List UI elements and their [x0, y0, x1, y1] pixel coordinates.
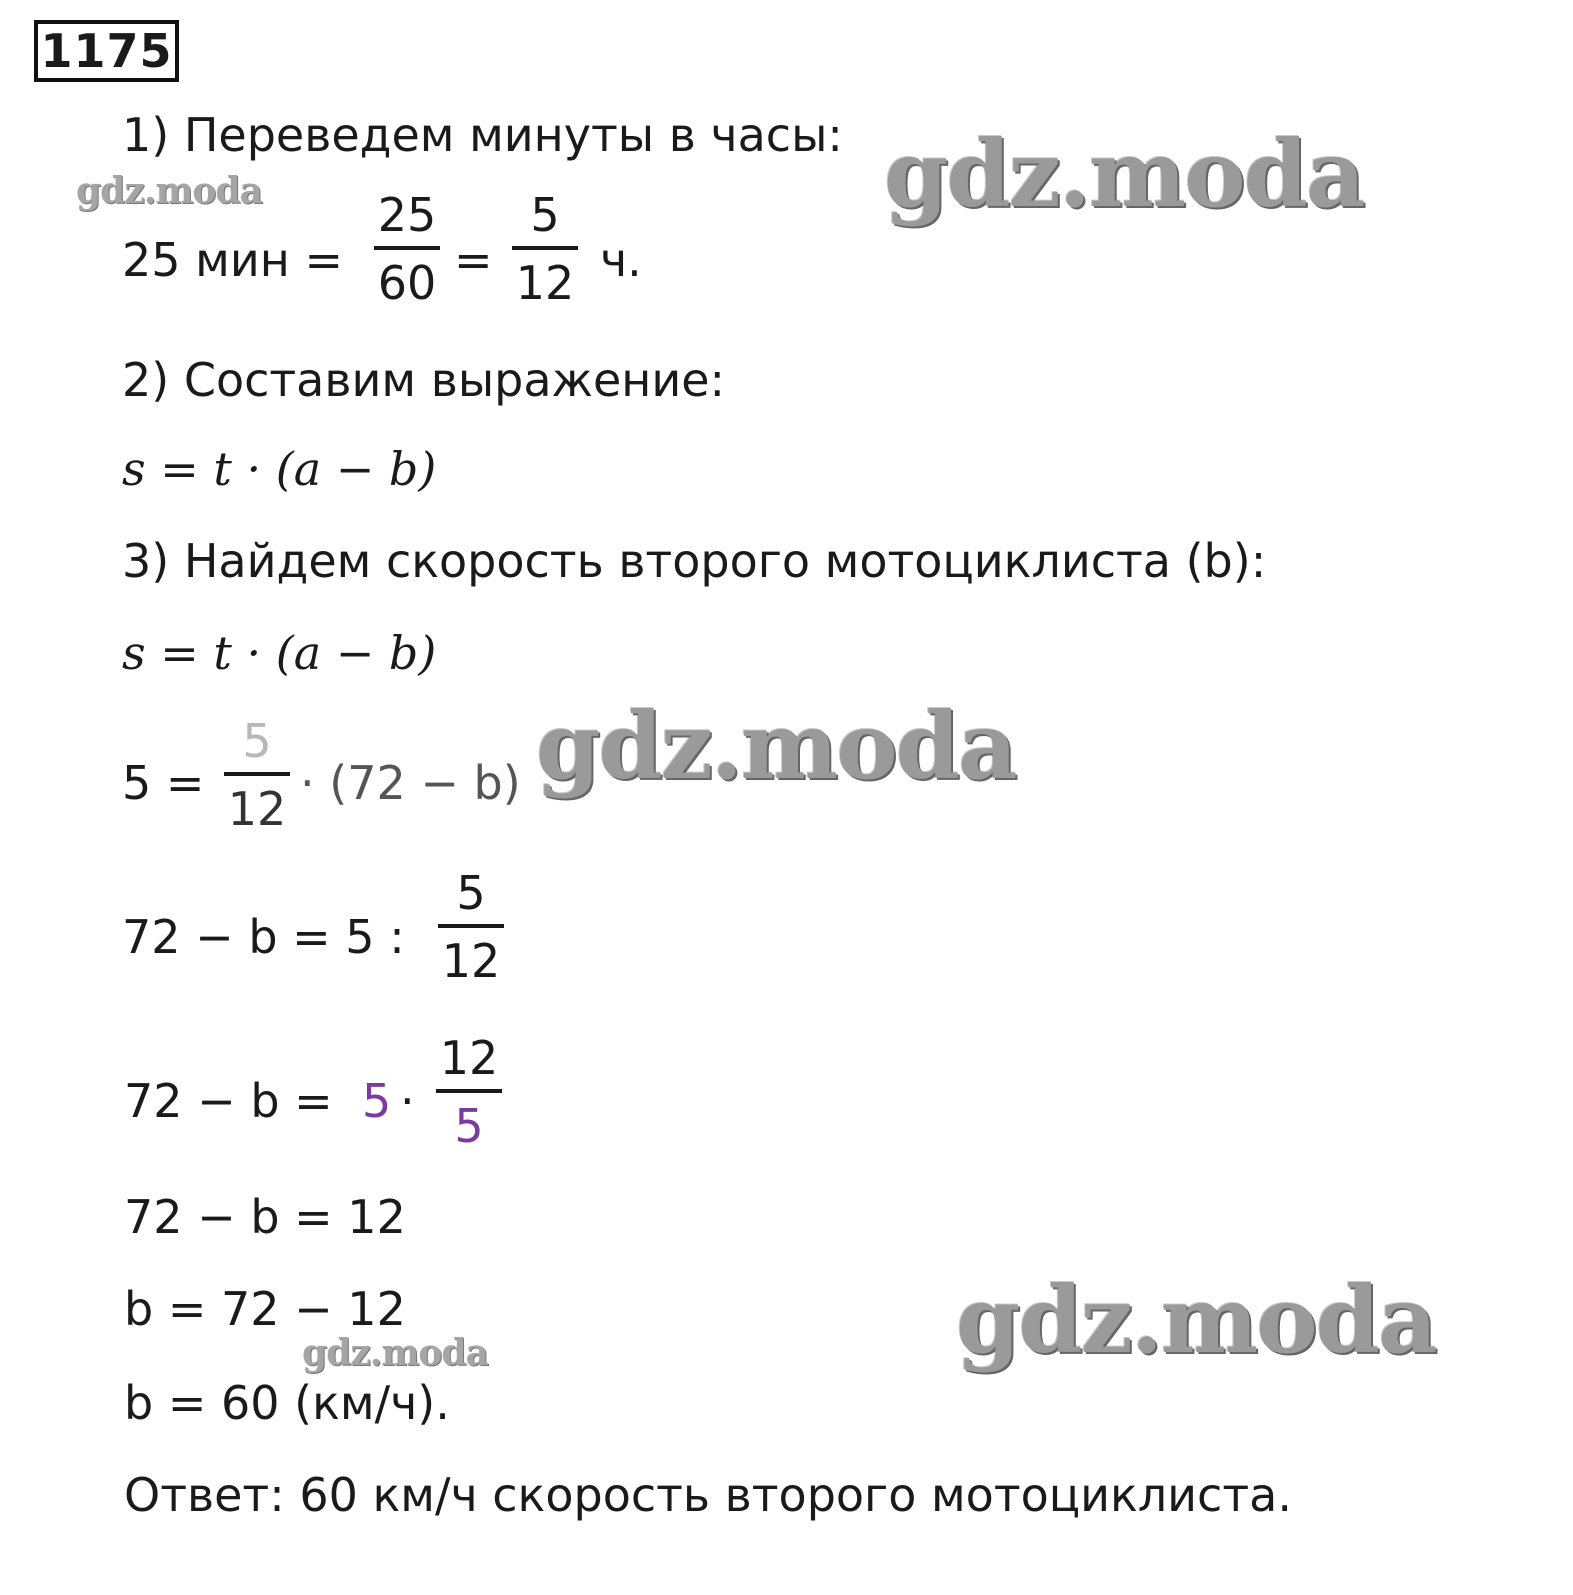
eq3-dot: ·	[400, 1074, 415, 1128]
fraction-numerator: 5	[530, 188, 560, 242]
problem-number: 1175	[34, 20, 179, 82]
eq1-lhs: 5 =	[122, 756, 205, 810]
fraction-denominator: 12	[441, 934, 501, 988]
step1-unit: ч.	[600, 233, 642, 287]
fraction-numerator: 5	[456, 866, 486, 920]
answer-text: Ответ: 60 км/ч скорость второго мотоциклиста.	[124, 1468, 1292, 1522]
fraction-bar	[374, 246, 440, 250]
fraction-denominator: 5	[454, 1099, 484, 1153]
eq5: b = 72 − 12	[124, 1282, 406, 1336]
step2-formula: s = t · (a − b)	[122, 442, 437, 496]
step1-lhs: 25 мин =	[122, 233, 343, 287]
eq3-five-purple: 5	[362, 1074, 392, 1128]
step1-fraction-5-12	[512, 188, 578, 310]
eq3-lhs: 72 − b =	[124, 1074, 333, 1128]
fraction-numerator: 5	[242, 714, 272, 768]
eq1-rest: · (72 − b)	[300, 756, 521, 810]
eq1-fraction-5-12	[224, 714, 290, 836]
watermark-logo: gdz.moda	[884, 120, 1364, 228]
step1-equals: =	[454, 233, 493, 287]
eq2-fraction-5-12	[438, 866, 504, 988]
watermark-logo: gdz.moda	[76, 170, 262, 212]
watermark-logo: gdz.moda	[956, 1266, 1436, 1374]
fraction-numerator: 12	[439, 1031, 499, 1085]
step3-heading: 3) Найдем скорость второго мотоциклиста (b):	[122, 534, 1267, 588]
step3-formula: s = t · (a − b)	[122, 626, 437, 680]
fraction-denominator: 12	[515, 256, 575, 310]
eq3-fraction-12-5	[436, 1031, 502, 1153]
step2-heading: 2) Составим выражение:	[122, 353, 726, 407]
watermark-logo: gdz.moda	[536, 692, 1016, 800]
eq4: 72 − b = 12	[124, 1190, 406, 1244]
step1-fraction-25-60	[374, 188, 440, 310]
fraction-numerator: 25	[377, 188, 437, 242]
eq6: b = 60 (км/ч).	[124, 1376, 450, 1430]
fraction-bar	[438, 924, 504, 928]
watermark-logo: gdz.moda	[302, 1332, 488, 1374]
step1-heading: 1) Переведем минуты в часы:	[122, 108, 843, 162]
fraction-bar	[436, 1089, 502, 1093]
fraction-denominator: 12	[227, 782, 287, 836]
fraction-bar	[512, 246, 578, 250]
fraction-denominator: 60	[377, 256, 437, 310]
eq2-lhs: 72 − b = 5 :	[122, 910, 405, 964]
fraction-bar	[224, 772, 290, 776]
